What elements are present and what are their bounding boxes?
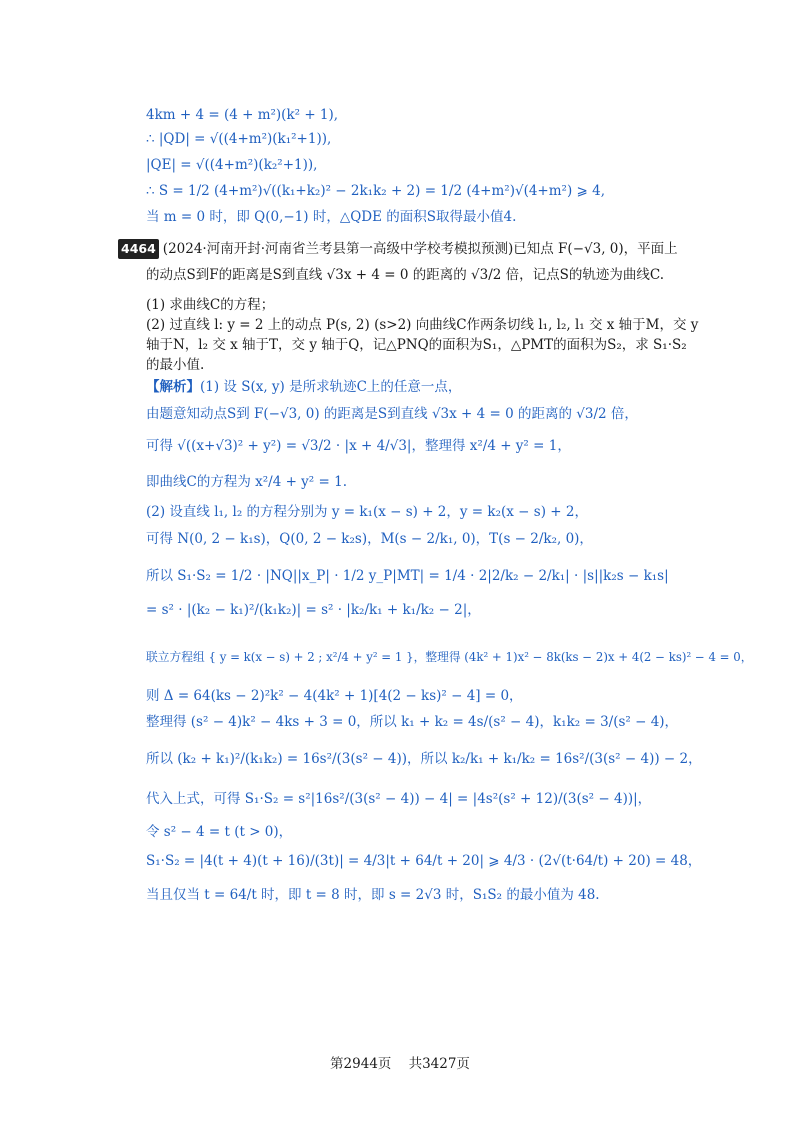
prev-solution-line-4: ∴ S = 1/2 (4+m²)√((k₁+k₂)² − 2k₁k₂ + 2) = 1/2 (4+m²)√(4+m²) ⩾ 4, bbox=[146, 183, 605, 199]
problem-line-6: 的最小值. bbox=[146, 357, 205, 373]
analysis-line-16: 当且仅当 t = 64/t 时，即 t = 8 时，即 s = 2√3 时，S₁S₂ 的最小值为 48. bbox=[146, 887, 600, 903]
prev-solution-line-3: |QE| = √((4+m²)(k₂²+1)), bbox=[146, 157, 318, 173]
problem-line-3: (1) 求曲线C的方程； bbox=[146, 297, 275, 313]
problem-number-badge: 4464 bbox=[118, 239, 159, 259]
analysis-line-13: 代入上式，可得 S₁·S₂ = s²|16s²/(3(s² − 4)) − 4| = |4s²(s² + 12)/(3(s² − 4))|， bbox=[146, 791, 652, 807]
analysis-line-2: 由题意知动点S到 F(−√3, 0) 的距离是S到直线 √3x + 4 = 0 的距离的 √3/2 倍， bbox=[146, 406, 638, 422]
problem-line-4: (2) 过直线 l: y = 2 上的动点 P(s, 2) (s>2) 向曲线C作两条切线 l₁, l₂, l₁ 交 x 轴于M，交 y bbox=[146, 317, 699, 333]
analysis-line-15: S₁·S₂ = |4(t + 4)(t + 16)/(3t)| = 4/3|t + 64/t + 20| ⩾ 4/3 · (2√(t·64/t) + 20) = 48， bbox=[146, 853, 702, 869]
problem-line-1 bbox=[118, 239, 678, 259]
problem-text-1: (2024·河南开封·河南省兰考县第一高级中学校考模拟预测)已知点 F(−√3, 0)，平面上 bbox=[162, 241, 678, 257]
analysis-line-1 bbox=[146, 378, 461, 396]
analysis-line-10: 则 Δ = 64(ks − 2)²k² − 4(4k² + 1)[4(2 − ks)² − 4] = 0， bbox=[146, 688, 523, 704]
analysis-line-9: 联立方程组 { y = k(x − s) + 2 ; x²/4 + y² = 1 }，整理得 (4k² + 1)x² − 8k(ks − 2)x + 4(2 − ks)² − 4 = 0， bbox=[146, 650, 753, 664]
analysis-line-12: 所以 (k₂ + k₁)²/(k₁k₂) = 16s²/(3(s² − 4))，所以 k₂/k₁ + k₁/k₂ = 16s²/(3(s² − 4)) − 2， bbox=[146, 751, 702, 767]
page-footer bbox=[0, 1052, 800, 1072]
analysis-line-11: 整理得 (s² − 4)k² − 4ks + 3 = 0，所以 k₁ + k₂ = 4s/(s² − 4)，k₁k₂ = 3/(s² − 4)， bbox=[146, 714, 679, 730]
analysis-text-1: (1) 设 S(x, y) 是所求轨迹C上的任意一点， bbox=[200, 379, 462, 395]
analysis-line-5: (2) 设直线 l₁, l₂ 的方程分别为 y = k₁(x − s) + 2，y = k₂(x − s) + 2， bbox=[146, 504, 588, 520]
problem-line-2: 的动点S到F的距离是S到直线 √3x + 4 = 0 的距离的 √3/2 倍，记点S的轨迹为曲线C. bbox=[146, 267, 665, 283]
analysis-line-6: 可得 N(0, 2 − k₁s)，Q(0, 2 − k₂s)，M(s − 2/k₁, 0)，T(s − 2/k₂, 0)， bbox=[146, 531, 593, 547]
analysis-line-7: 所以 S₁·S₂ = 1/2 · |NQ||x_P| · 1/2 y_P|MT| = 1/4 · 2|2/k₂ − 2/k₁| · |s||k₂s − k₁s| bbox=[146, 568, 669, 584]
analysis-line-8: = s² · |(k₂ − k₁)²/(k₁k₂)| = s² · |k₂/k₁ + k₁/k₂ − 2|， bbox=[146, 602, 481, 618]
analysis-label: 【解析】 bbox=[146, 379, 200, 395]
analysis-line-3: 可得 √((x+√3)² + y²) = √3/2 · |x + 4/√3|，整理得 x²/4 + y² = 1， bbox=[146, 438, 571, 454]
analysis-line-14: 令 s² − 4 = t (t > 0)， bbox=[146, 824, 293, 840]
prev-solution-line-5: 当 m = 0 时，即 Q(0,−1) 时，△QDE 的面积S取得最小值4. bbox=[146, 209, 517, 225]
page-number: 第2944页 bbox=[330, 1056, 392, 1072]
problem-line-5: 轴于N，l₂ 交 x 轴于T，交 y 轴于Q，记△PNQ的面积为S₁，△PMT的面积为S₂，求 S₁·S₂ bbox=[146, 337, 687, 353]
page-total: 共3427页 bbox=[408, 1056, 470, 1072]
analysis-line-4: 即曲线C的方程为 x²/4 + y² = 1. bbox=[146, 474, 347, 490]
prev-solution-line-2: ∴ |QD| = √((4+m²)(k₁²+1)), bbox=[146, 131, 332, 147]
prev-solution-line-1: 4km + 4 = (4 + m²)(k² + 1), bbox=[146, 107, 339, 123]
